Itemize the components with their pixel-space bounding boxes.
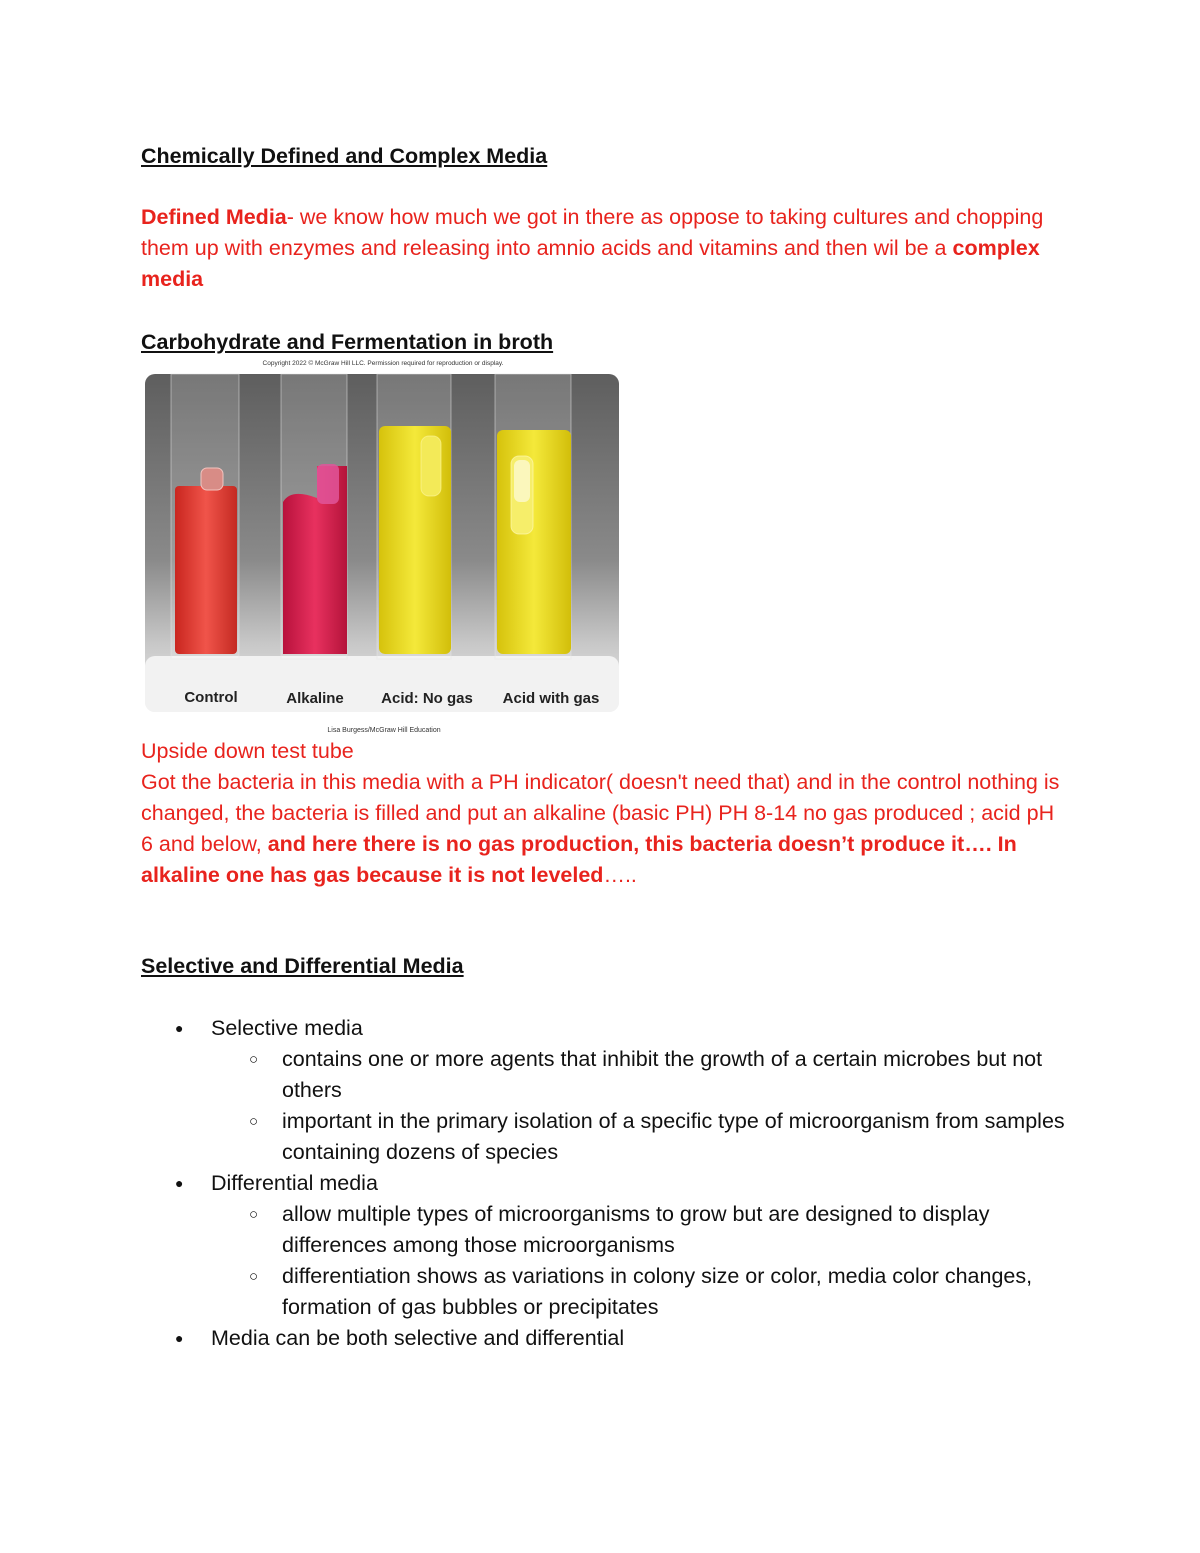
sub-list [211, 1199, 1101, 1323]
note-title: Upside down test tube [141, 739, 354, 763]
list-item [141, 1013, 1101, 1168]
note-text: Got the bacteria in this media with a PH indicator( doesn't need that) and in the control nothing is changed, the bacteria is filled and put an alkaline (basic PH) PH 8-14 no gas produced ; acid pH 6 and below, [141, 770, 1060, 856]
list-item [141, 1323, 1101, 1354]
note-tail: ….. [603, 863, 637, 887]
list-item [141, 1168, 1101, 1323]
media-bullet-list [141, 1013, 1101, 1354]
fermentation-notes [141, 736, 1071, 891]
durham-tube [317, 464, 339, 504]
figure-copyright: Copyright 2022 © McGraw Hill LLC. Permission required for reproduction or display. [262, 360, 504, 367]
defined-media-text: - we know how much we got in there as oppose to taking cultures and chopping them up with enzymes and releasing into amnio acids and vitamins and then wil be a [141, 205, 1044, 260]
defined-media-paragraph [141, 202, 1071, 295]
note-paragraph [141, 767, 1071, 891]
list-item-label: Selective media [211, 1016, 363, 1040]
list-item-label: Media can be both selective and differential [211, 1326, 625, 1350]
sub-list [211, 1044, 1101, 1168]
fermentation-tubes-photo [141, 356, 625, 738]
section-heading-fermentation: Carbohydrate and Fermentation in broth [141, 330, 554, 354]
tube-label-acid-no-gas: Acid: No gas [381, 690, 473, 707]
section-heading-selective: Selective and Differential Media [141, 954, 464, 978]
control-broth [175, 486, 237, 654]
figure-credit: Lisa Burgess/McGraw Hill Education [327, 727, 441, 734]
durham-tube [421, 436, 441, 496]
durham-tube [201, 468, 223, 490]
acid-with-gas-broth [497, 430, 571, 654]
note-bold-text: and here there is no gas production, this bacteria doesn’t produce it…. In alkaline one has gas because it is not leveled [141, 832, 1017, 887]
tube-label-control: Control [184, 689, 238, 706]
sub-list-item: ○ differentiation shows as variations in colony size or color, media color changes, formation of gas bubbles or precipitates [211, 1261, 1072, 1323]
tube-label-acid-with-gas: Acid with gas [502, 690, 600, 707]
section-heading-media: Chemically Defined and Complex Media [141, 144, 548, 168]
gas-bubble [514, 460, 530, 502]
defined-media-term: Defined Media [141, 205, 287, 229]
complex-media-term: complex media [141, 236, 1040, 291]
sub-list-item: ○ important in the primary isolation of a specific type of microorganism from samples containing dozens of species [211, 1106, 1072, 1168]
tube-label-alkaline: Alkaline [286, 690, 344, 707]
sub-list-item: ○ contains one or more agents that inhibit the growth of a certain microbes but not others [211, 1044, 1072, 1106]
list-item-label: Differential media [211, 1171, 378, 1195]
sub-list-item: ○ allow multiple types of microorganisms to grow but are designed to display differences among those microorganisms [211, 1199, 1072, 1261]
